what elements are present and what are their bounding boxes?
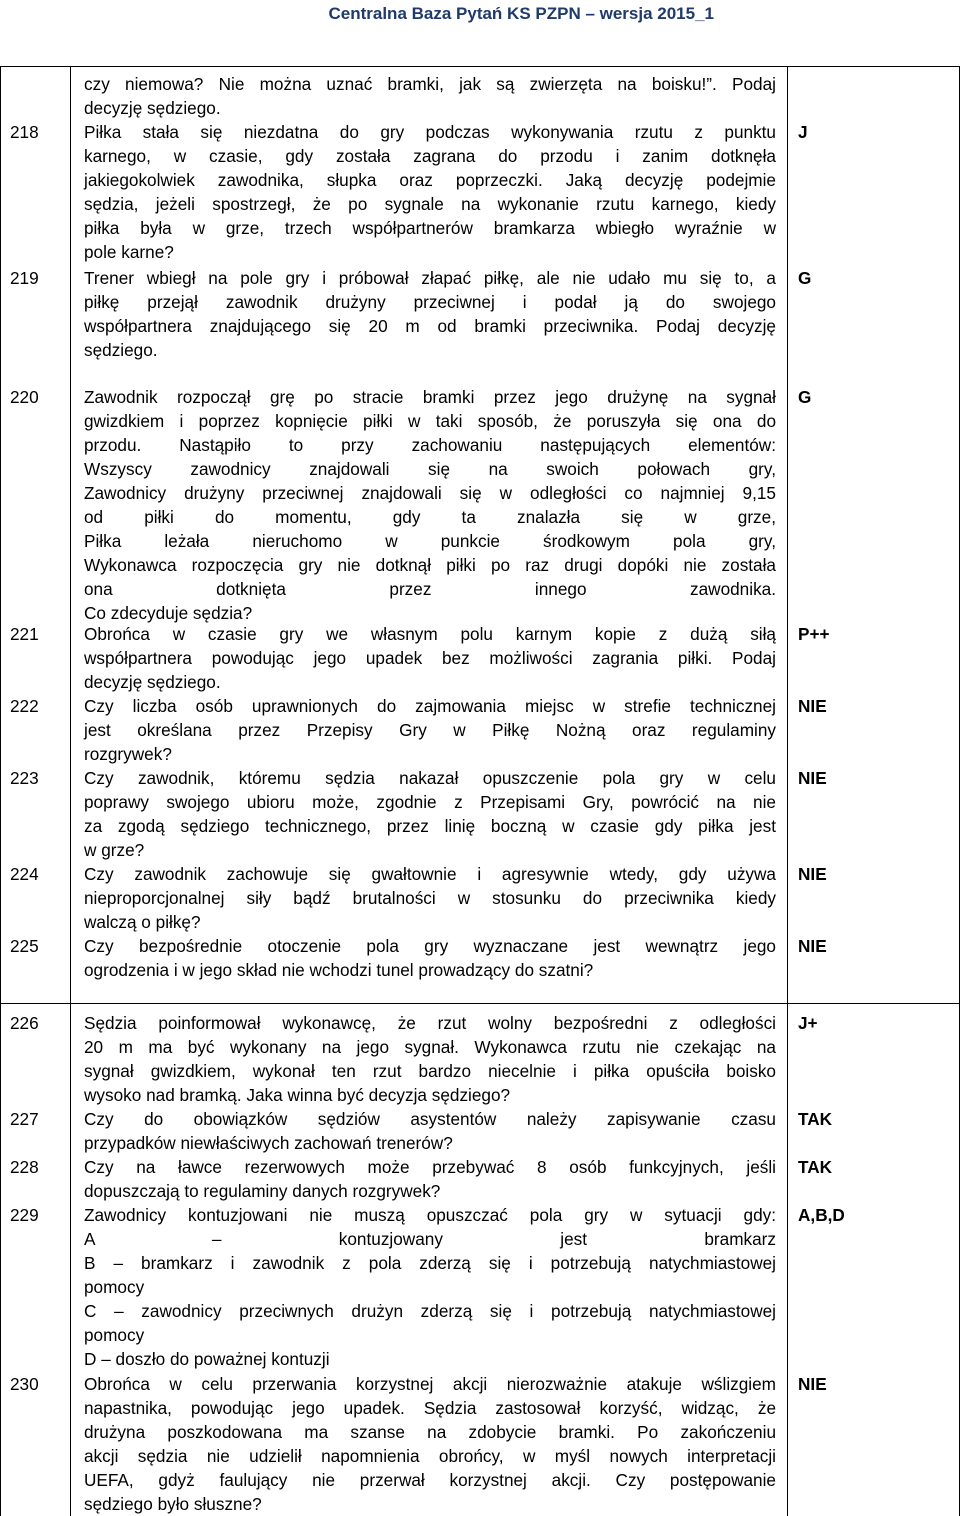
question-number: 219: [10, 268, 39, 288]
answer-code: NIE: [798, 1374, 827, 1394]
question-number: 225: [10, 936, 39, 956]
answer-code: TAK: [798, 1109, 833, 1129]
answer-code: A,B,D: [798, 1205, 845, 1225]
question-number: 218: [10, 122, 39, 142]
question-number: 228: [10, 1157, 39, 1177]
question-line: jest określana przez Przepisy Gry w Piłkę Nożną oraz regulaminy: [84, 720, 776, 740]
question-number: 223: [10, 768, 39, 788]
table-border-vertical: [0, 66, 1, 1516]
question-line: Zawodnik rozpoczął grę po stracie bramki przez jego drużynę na sygnał: [84, 387, 776, 407]
question-line: nieproporcjonalnej siły bądź brutalności w stosunku do przeciwnika kiedy: [84, 888, 776, 908]
question-line: 20 m ma być wykonany na jego sygnał. Wykonawca rzutu nie czekając na: [84, 1037, 776, 1057]
question-line: Obrońca w celu przerwania korzystnej akcji nierozważnie atakuje wślizgiem: [84, 1374, 776, 1394]
question-number: 222: [10, 696, 39, 716]
table-border-vertical: [787, 66, 788, 1516]
question-line: jakiegokolwiek zawodnika, słupka oraz poprzeczki. Jaką decyzję podejmie: [84, 170, 776, 190]
question-line: ogrodzenia i w jego skład nie wchodzi tunel prowadzący do szatni?: [84, 960, 594, 980]
question-line: decyzję sędziego.: [84, 672, 221, 692]
question-line: Zawodnicy kontuzjowani nie muszą opuszczać pola gry w sytuacji gdy:: [84, 1205, 776, 1225]
question-line: Piłka leżała nieruchomo w punkcie środkowym pola gry,: [84, 531, 776, 551]
question-line: Co zdecyduje sędzia?: [84, 603, 253, 623]
question-line: przypadków niewłaściwych zachowań trenerów?: [84, 1133, 453, 1153]
question-line: Czy zawodnik, któremu sędzia nakazał opuszczenie pola gry w celu: [84, 768, 776, 788]
question-line: sędziego.: [84, 340, 158, 360]
question-line: poprawy swojego ubioru może, zgodnie z Przepisami Gry, powrócić na nie: [84, 792, 776, 812]
question-line: dopuszczają to regulaminy danych rozgrywek?: [84, 1181, 441, 1201]
answer-code: J+: [798, 1013, 818, 1033]
question-line: drużyna poszkodowana ma szanse na zdobycie bramki. Po zakończeniu: [84, 1422, 776, 1442]
question-line: A – kontuzjowany jest bramkarz: [84, 1229, 776, 1249]
question-line: za zgodą sędziego technicznego, przez linię boczną w czasie gdy piłka jest: [84, 816, 776, 836]
question-line: czy niemowa? Nie można uznać bramki, jak są zwierzęta na boisku!”. Podaj: [84, 74, 776, 94]
question-text: [84, 622, 776, 694]
question-line: decyzję sędziego.: [84, 98, 221, 118]
table-border-horizontal: [0, 66, 960, 67]
question-line: Wszyscy zawodnicy znajdowali się na swoich połowach gry,: [84, 459, 776, 479]
question-number: 227: [10, 1109, 39, 1129]
question-number: 224: [10, 864, 39, 884]
question-line: Czy liczba osób uprawnionych do zajmowania miejsc w strefie technicznej: [84, 696, 776, 716]
question-line: przodu. Nastąpiło to przy zachowaniu następujących elementów:: [84, 435, 776, 455]
question-line: pomocy: [84, 1277, 145, 1297]
question-line: sędzia, jeżeli spostrzegł, że po sygnale na wykonanie rzutu karnego, kiedy: [84, 194, 776, 214]
question-line: akcji sędzia nie udzielił napomnienia obrońcy, w myśl nowych interpretacji: [84, 1446, 776, 1466]
question-line: sygnał gwizdkiem, wykonał ten rzut bardzo niecelnie i piłka opuściła boisko: [84, 1061, 776, 1081]
question-line: UEFA, gdyż faulujący nie przerwał korzystnej akcji. Czy postępowanie: [84, 1470, 776, 1490]
question-line: Zawodnicy drużyny przeciwnej znajdowali się w odległości co najmniej 9,15: [84, 483, 776, 503]
question-text: [84, 1155, 776, 1203]
answer-code: G: [798, 387, 812, 407]
question-text: [84, 120, 776, 264]
question-number: 229: [10, 1205, 39, 1225]
question-line: w grze?: [84, 840, 145, 860]
question-line: pomocy: [84, 1325, 145, 1345]
question-line: współpartnera powodując jego upadek bez możliwości zagrania piłki. Podaj: [84, 648, 776, 668]
document-header-title: Centralna Baza Pytań KS PZPN – wersja 2015_1: [328, 4, 714, 23]
question-line: karnego, w czasie, gdy została zagrana do przodu i zanim dotknęła: [84, 146, 776, 166]
question-text: [84, 766, 776, 862]
question-line: Czy do obowiązków sędziów asystentów należy zapisywanie czasu: [84, 1109, 776, 1129]
question-line: sędziego było słuszne?: [84, 1494, 262, 1514]
question-line: ona dotknięta przez innego zawodnika.: [84, 579, 776, 599]
question-text: [84, 862, 776, 934]
question-line: Obrońca w czasie gry we własnym polu karnym kopie z dużą siłą: [84, 624, 776, 644]
question-line: Piłka stała się niezdatna do gry podczas wykonywania rzutu z punktu: [84, 122, 776, 142]
question-line: gwizdkiem i poprzez kopnięcie piłki w taki sposób, że poruszyła się ona do: [84, 411, 776, 431]
answer-code: TAK: [798, 1157, 833, 1177]
question-text: [84, 1107, 776, 1155]
question-number: 230: [10, 1374, 39, 1394]
question-line: Sędzia poinformował wykonawcę, że rzut wolny bezpośredni z odległości: [84, 1013, 776, 1033]
answer-code: NIE: [798, 768, 827, 788]
question-line: piłka była w grze, trzech współpartnerów bramkarza wbiegło wyraźnie w: [84, 218, 776, 238]
question-line: D – doszło do poważnej kontuzji: [84, 1349, 330, 1369]
question-line: walczą o piłkę?: [84, 912, 201, 932]
question-number: 221: [10, 624, 39, 644]
question-text: [84, 72, 776, 120]
question-line: Trener wbiegł na pole gry i próbował złapać piłkę, ale nie udało mu się to, a: [84, 268, 776, 288]
question-text: [84, 385, 776, 625]
question-line: Czy zawodnik zachowuje się gwałtownie i agresywnie wtedy, gdy używa: [84, 864, 776, 884]
question-line: rozgrywek?: [84, 744, 172, 764]
question-number: 226: [10, 1013, 39, 1033]
question-line: pole karne?: [84, 242, 174, 262]
answer-code: P++: [798, 624, 830, 644]
question-text: [84, 1203, 776, 1371]
answer-code: NIE: [798, 864, 827, 884]
question-text: [84, 266, 776, 362]
question-line: wysoko nad bramką. Jaka winna być decyzja sędziego?: [84, 1085, 511, 1105]
answer-code: J: [798, 122, 808, 142]
question-text: [84, 1011, 776, 1107]
answer-code: NIE: [798, 696, 827, 716]
question-line: Czy bezpośrednie otoczenie pola gry wyznaczane jest wewnątrz jego: [84, 936, 776, 956]
question-line: współpartnera znajdującego się 20 m od bramki przeciwnika. Podaj decyzję: [84, 316, 776, 336]
question-text: [84, 934, 776, 982]
question-line: piłkę przejął zawodnik drużyny przeciwnej i podał ją do swojego: [84, 292, 776, 312]
question-line: od piłki do momentu, gdy ta znalazła się w grze,: [84, 507, 776, 527]
answer-code: G: [798, 268, 812, 288]
question-line: C – zawodnicy przeciwnych drużyn zderzą się i potrzebują natychmiastowej: [84, 1301, 776, 1321]
question-text: [84, 694, 776, 766]
question-text: [84, 1372, 776, 1516]
question-line: Czy na ławce rezerwowych może przebywać 8 osób funkcyjnych, jeśli: [84, 1157, 776, 1177]
question-line: napastnika, powodując jego upadek. Sędzia zastosował korzyść, widząc, że: [84, 1398, 776, 1418]
question-number: 220: [10, 387, 39, 407]
table-border-vertical: [70, 66, 71, 1516]
table-border-horizontal: [0, 1003, 960, 1004]
question-line: Wykonawca rozpoczęcia gry nie dotknął piłki po raz drugi dopóki nie została: [84, 555, 776, 575]
answer-code: NIE: [798, 936, 827, 956]
question-line: B – bramkarz i zawodnik z pola zderzą się i potrzebują natychmiastowej: [84, 1253, 776, 1273]
